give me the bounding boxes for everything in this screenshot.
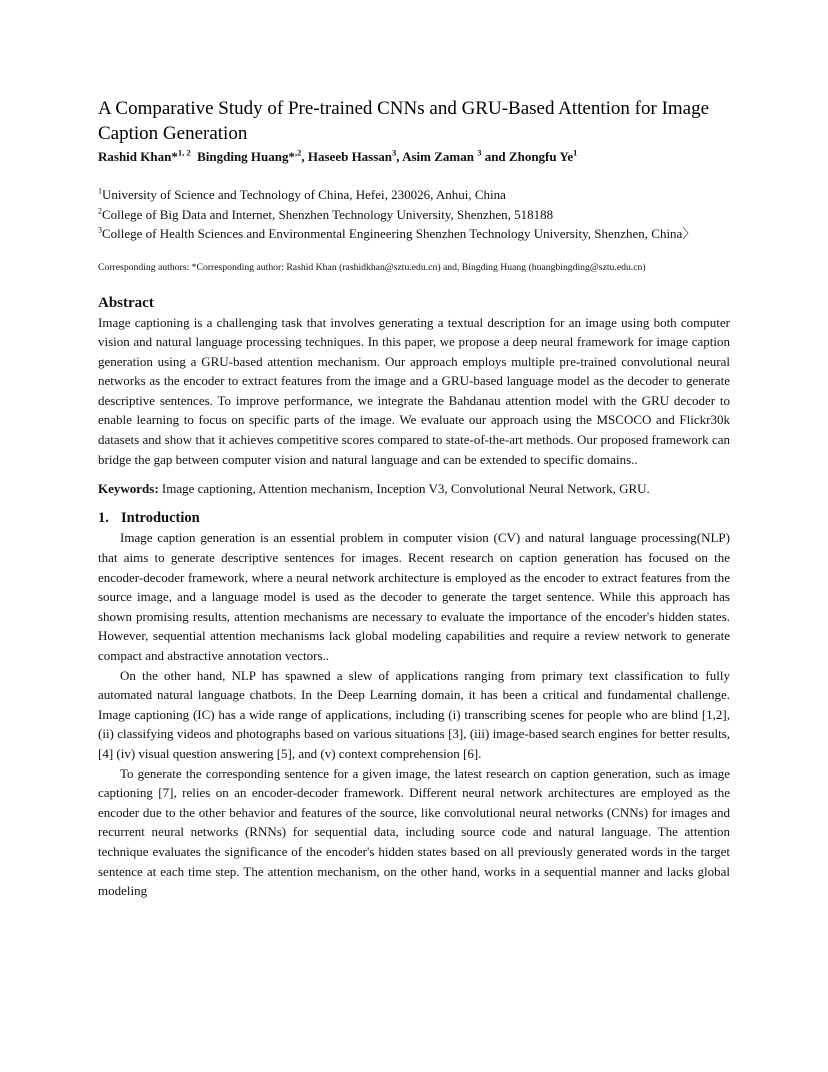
author: Zhongfu Ye$^1$	[508, 147, 578, 164]
keywords-label: Keywords:	[98, 481, 159, 497]
keywords-text: Image captioning, Attention mechanism, Inception V3, Convolutional Neural Network, GRU.	[158, 481, 650, 497]
author: Rashid Khan*$^{1, 2}$	[98, 147, 191, 164]
author-list	[98, 148, 730, 166]
affiliations	[98, 185, 730, 244]
abstract-heading: Abstract	[98, 294, 154, 311]
paper-title: A Comparative Study of Pre-trained CNNs and GRU-Based Attention for Image Caption Generation	[98, 98, 710, 144]
section-number: 1.	[98, 509, 109, 526]
affiliation: $^1$University of Science and Technology of China, Hefei, 230026, Anhui, China	[98, 186, 506, 202]
corresponding-authors: Corresponding authors: *Corresponding author: Rashid Khan (rashidkhan@sztu.edu.cn) and, Bingding Huang (huangbingding@sztu.edu.cn)	[98, 261, 646, 273]
affiliation: $^3$College of Health Sciences and Environmental Engineering Shenzhen Technology University, Shenzhen, China〉	[98, 225, 696, 241]
paper-page	[98, 96, 730, 901]
keywords	[98, 479, 730, 499]
introduction-paragraph: On the other hand, NLP has spawned a slew of applications ranging from primary text classification to fully automated natural language chatbots. In the Deep Learning domain, it has been a critical and fundamental challenge. Image captioning (IC) has a wide range of applications, including (i) transcribing scenes for people who are blind [1,2], (ii) classifying videos and photographs based on various situations [3], (iii) image-based search engines for better results, [4] (iv) visual question answering [5], and (v) context comprehension [6].	[98, 667, 730, 761]
introduction-paragraph: Image caption generation is an essential problem in computer vision (CV) and natural language processing(NLP) that aims to generate descriptive sentences for images. Recent research on caption generation has focused on the encoder-decoder framework, where a neural network architecture is employed as the encoder to extract features from the source image, and a language model is used as the decoder to generate the target sentence. While this approach has shown promising results, attention mechanisms are necessary to evaluate the importance of the encoder's hidden states. However, sequential attention mechanisms lack global modeling capabilities and require a review network to generate compact and abstractive annotation vectors..	[98, 530, 730, 663]
author: Asim Zaman $^3$ and	[402, 147, 509, 164]
affiliation: $^2$College of Big Data and Internet, Shenzhen Technology University, Shenzhen, 518188	[98, 206, 554, 222]
author: Haseeb Hassan$^3$,	[307, 147, 403, 164]
abstract-text: Image captioning is a challenging task that involves generating a textual description for an image using both computer vision and natural language processing techniques. In this paper, we propose a deep neural framework for image caption generation using a GRU-based attention mechanism. Our approach employs multiple pre-trained convolutional neural networks as the encoder to extract features from the image and a GRU-based language model as the decoder to generate descriptive sentences. To improve performance, we integrate the Bahdanau attention model with the GRU decoder to enable learning to focus on specific parts of the image. We evaluate our approach using the MSCOCO and Flickr30k datasets and show that it achieves competitive scores compared to state-of-the-art methods. Our proposed framework can bridge the gap between computer vision and natural language and can be extended to specific domains..	[98, 314, 730, 467]
author: Bingding Huang*$^{,2}$,	[197, 147, 308, 164]
introduction-heading: 1. Introduction	[98, 509, 730, 529]
introduction-paragraph: To generate the corresponding sentence for a given image, the latest research on caption generation, such as image captioning [7], relies on an encoder-decoder framework. Different neural network architectures are employed as the encoder due to the other behavior and features of the source, like convolutional neural networks (CNNs) for images and recurrent neural networks (RNNs) for sequential data, including source code and natural language. The attention technique evaluates the significance of the encoder's hidden states based on all previously generated words in the target sentence at each time step. The attention mechanism, on the other hand, works in a sequential manner and lacks global modeling	[98, 765, 730, 899]
